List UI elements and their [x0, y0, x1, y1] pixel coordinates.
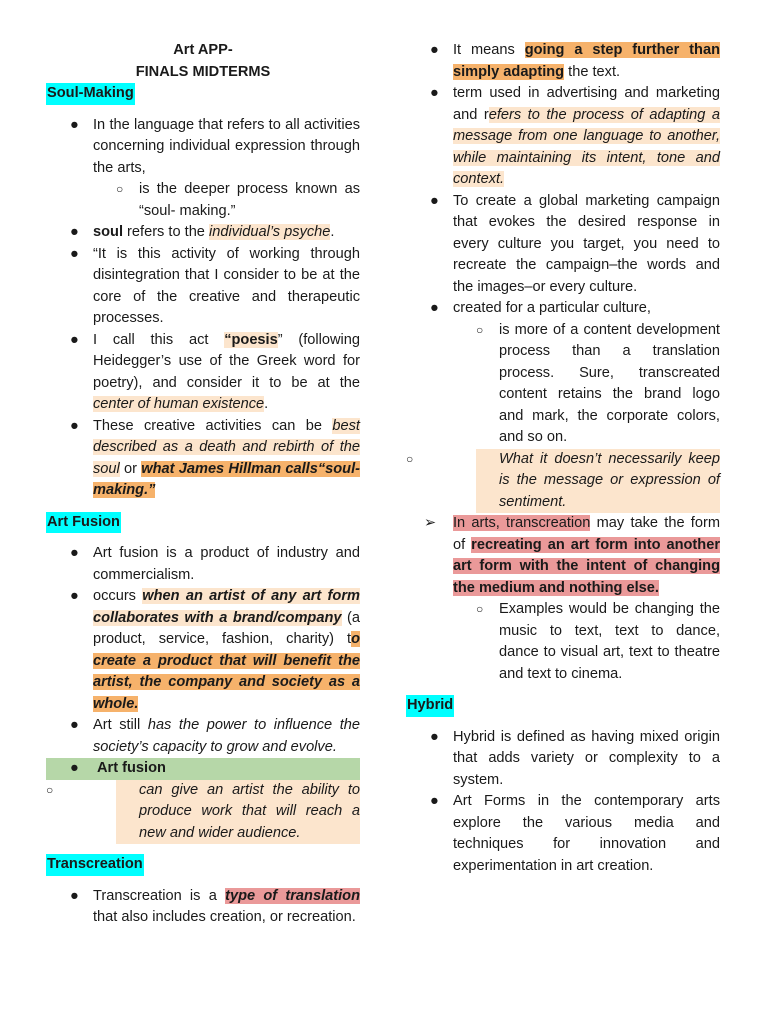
bullet-icon: ●: [70, 331, 79, 348]
section-heading-art-fusion: Art Fusion: [46, 512, 121, 534]
section-heading-hybrid: Hybrid: [406, 695, 454, 717]
bullet-icon: ●: [430, 42, 439, 58]
sub-list-item: ○ What it doesn’t necessarily keep is the message or expression of sentiment.: [406, 449, 720, 514]
bullet-icon: ●: [70, 717, 79, 733]
circle-bullet-icon: ○: [476, 602, 484, 616]
bullet-icon: ●: [430, 793, 439, 809]
list-item: ● created for a particular culture,: [406, 298, 720, 320]
list-item: ● It means going a step further than simply adapting the text.: [430, 42, 720, 80]
circle-bullet-icon: ○: [46, 782, 54, 797]
circle-bullet-icon: ○: [406, 451, 414, 466]
list-item: ● These creative activities can be best described as a death and rebirth of the soul or what James Hillman calls“soul-making.”: [70, 417, 360, 498]
list-item: ● Art fusion is a product of industry and commercialism.: [70, 545, 360, 583]
list-item: ● Hybrid is defined as having mixed origin that adds variety or complexity to a system.: [430, 728, 720, 788]
bullet-icon: ●: [430, 192, 439, 209]
section-heading-soul-making: Soul-Making: [46, 83, 135, 105]
circle-bullet-icon: ○: [476, 322, 484, 337]
list-item: ● Transcreation is a type of translation that also includes creation, or recreation.: [70, 887, 360, 925]
list-item-highlighted: ● Art fusion: [46, 758, 360, 780]
list-item: ● In the language that refers to all activities concerning individual expression through the arts,: [70, 116, 360, 176]
circle-bullet-icon: ○: [116, 182, 124, 196]
sub-list-item: ○ can give an artist the ability to produce work that will reach a new and wider audience.: [46, 780, 360, 845]
list-item: ● term used in advertising and marketing and refers to the process of adapting a message from one language to another, while maintaining its intent, tone and context.: [430, 85, 720, 187]
sub-list-item: ○ is more of a content development process than a translation process. Sure, transcreated content retains the brand logo and mark, the corporate colors, and so on.: [476, 321, 720, 445]
right-column: [406, 40, 720, 877]
bullet-icon: ●: [70, 224, 79, 240]
bullet-icon: ●: [70, 545, 79, 561]
bullet-icon: ●: [70, 760, 79, 776]
arrow-list-item: ➢ In arts, transcreation may take the form of recreating an art form into another art form with the intent of changing the medium and nothing else.: [424, 515, 720, 596]
list-item: ● I call this act “poesis” (following Heidegger’s use of the Greek word for poetry), and consider it to be at the center of human existence.: [70, 331, 360, 412]
list-item: ● Art Forms in the contemporary arts explore the various media and techniques for innovation and experimentation in art creation.: [430, 793, 720, 874]
doc-title-line2: FINALS MIDTERMS: [135, 63, 271, 80]
left-column: [46, 40, 360, 929]
bullet-icon: ●: [430, 300, 439, 316]
bullet-icon: ●: [70, 588, 79, 604]
list-item: ● To create a global marketing campaign that evokes the desired response in every culture you target, you need to recreate the campaign–the words and the images–or every culture.: [430, 192, 720, 295]
bullet-icon: ●: [70, 245, 79, 262]
sub-list-item: ○ is the deeper process known as “soul- making.”: [116, 181, 360, 219]
sub-list-item: ○ Examples would be changing the music to text, text to dance, dance to visual art, text to theatre and text to cinema.: [476, 601, 720, 682]
bullet-icon: ●: [70, 116, 79, 133]
bullet-icon: ●: [70, 887, 79, 904]
bullet-icon: ●: [430, 728, 439, 745]
arrow-bullet-icon: ➢: [424, 515, 437, 531]
doc-title-line1: Art APP-: [173, 42, 233, 58]
bullet-icon: ●: [70, 417, 79, 434]
bullet-icon: ●: [430, 85, 439, 101]
list-item: ● soul refers to the individual’s psyche.: [46, 222, 360, 244]
list-item: ● occurs when an artist of any art form collaborates with a brand/company (a product, service, fashion, charity) to create a product that will benefit the artist, the company and society as a whole.: [70, 588, 360, 712]
section-heading-transcreation: Transcreation: [46, 854, 144, 876]
list-item: ● “It is this activity of working through disintegration that I consider to be at the core of the creative and therapeutic processes.: [70, 245, 360, 326]
list-item: ● Art still has the power to influence the society’s capacity to grow and evolve.: [70, 717, 360, 755]
